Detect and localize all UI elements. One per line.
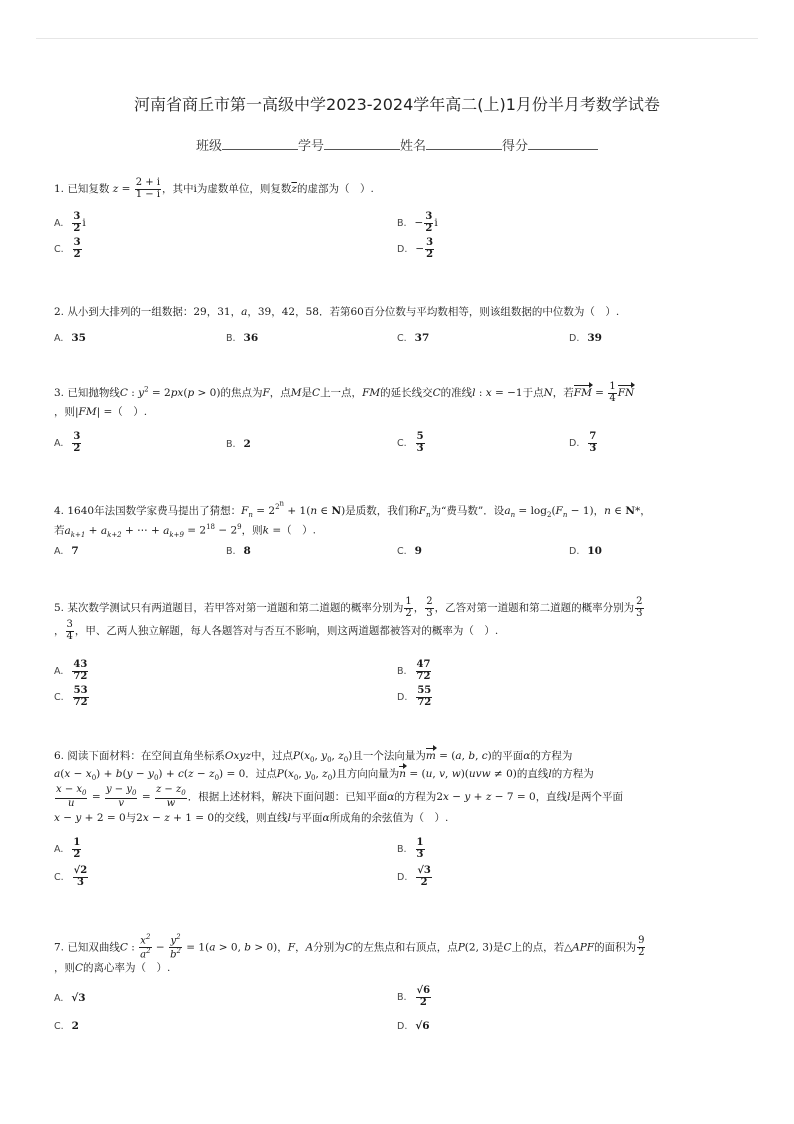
q2-option-c[interactable]: C. 37 bbox=[397, 332, 430, 344]
q6-option-d[interactable]: D. $\frac{√3}{2}$ bbox=[397, 865, 431, 888]
q4-option-a[interactable]: A. 7 bbox=[54, 545, 79, 557]
question-4: 4. 1640年法国数学家费马提出了猜想：$F_n = 2^{2^n} + 1(n$ ∈ N)是质数，我们称$F_n$为“费马数”．设$a_n = \log_2(F_n - 1)$，n ∈ N*， 若$a_{k+1} + a_{k+2}$ + ⋯ + $a_{k+9} = 2^{18} - 2^9$，则k =（ ）. bbox=[54, 500, 651, 539]
class-label: 班级 bbox=[195, 139, 222, 154]
question-7: 7. 已知双曲线C : $\frac{x^2}{a^2}$ − $\frac{y^2}{b^2}$ = 1(a > 0, b > 0)，F，A分别为C的左焦点和右顶点，点P(2, 3)是C上的点，若△APF的面积为 $\frac{9}{2}$ ，则C的离心率为（ ）. bbox=[54, 933, 645, 974]
q1-option-b[interactable]: B. − $\frac{3}{2}$ i bbox=[397, 211, 438, 234]
score-blank[interactable] bbox=[528, 137, 598, 150]
q6-option-c[interactable]: C. $\frac{√2}{3}$ bbox=[54, 865, 88, 888]
question-5: 5. 某次数学测试只有两道题目，若甲答对第一道题和第二道题的概率分别为 $\frac{1}{2}$ ， $\frac{2}{3}$ ，乙答对第一道题和第二道题的概率分别为 $\frac{2}{3}$ ， $\frac{3}{4}$ ，甲、乙两人独立解题，每人各题答对与否互不影响，则这两道题都被答对的概率为（ ）. bbox=[54, 596, 643, 642]
q5-option-a[interactable]: A. $\frac{43}{72}$ bbox=[54, 659, 88, 682]
q7-option-a[interactable]: A. √3 bbox=[54, 992, 86, 1004]
q2-option-a[interactable]: A. 35 bbox=[54, 332, 86, 344]
q4-option-b[interactable]: B. 8 bbox=[226, 545, 251, 557]
q3-option-c[interactable]: C. $\frac{5}{3}$ bbox=[397, 431, 424, 454]
score-label: 得分 bbox=[502, 139, 529, 154]
q5-option-d[interactable]: D. $\frac{55}{72}$ bbox=[397, 685, 432, 708]
q2-option-b[interactable]: B. 36 bbox=[226, 332, 259, 344]
question-2 bbox=[54, 306, 619, 320]
question-6: 6. 阅读下面材料：在空间直角坐标系Oxyz中，过点$P(x_0$, $y_0$, $z_0$)且一个法向量为m = (a, b, c)的平面α的方程为 $a(x - x_0) + b(y - y_0) + c(z - z_0) = 0$．过点$P(x_0$, $y_0$, $z_0$)且方向向量为n = (u, v, w)(uvw ≠ 0)的直线l的方程为 $\frac{x - x_0}{u}$ = $\frac{y - y_0}{v}$ = $\frac{z - z_0}{w}$ ．根据上述材料，解决下面问题：已知平面α的方程为2x − y + z − 7 = 0，直线l是两个平面 x − y + 2 = 0与2x − z + 1 = 0的交线，则直线l与平面α所成角的余弦值为（ ）. bbox=[54, 750, 624, 825]
question-3: 3. 已知抛物线C : $y^2 = 2px(p > 0)$的焦点为F，点M是C上一点，FM的延长线交C的准线l : x = −1于点N，若FM = $\frac{1}{4}$ FN ，则|FM| =（ ）. bbox=[54, 381, 635, 418]
question-3-stem: 3. 已知抛物线C : $y^2 = 2px(p > 0)$的焦点为F，点M是C上一点，FM的延长线交C的准线l : x = −1于点N，若FM = $\frac{1}{4}$ FN bbox=[54, 381, 635, 404]
question-1 bbox=[54, 178, 374, 200]
q4-option-c[interactable]: C. 9 bbox=[397, 545, 422, 557]
id-blank[interactable] bbox=[324, 137, 400, 150]
q3-option-b[interactable]: B. 2 bbox=[226, 438, 251, 450]
top-rule bbox=[36, 38, 758, 39]
q1-option-d[interactable]: D. − $\frac{3}{2}$ bbox=[397, 237, 434, 260]
q6-option-b[interactable]: B. $\frac{1}{3}$ bbox=[397, 837, 424, 860]
class-blank[interactable] bbox=[222, 137, 298, 150]
q6-option-a[interactable]: A. $\frac{1}{2}$ bbox=[54, 837, 81, 860]
name-label: 姓名 bbox=[400, 139, 427, 154]
q5-option-c[interactable]: C. $\frac{53}{72}$ bbox=[54, 685, 88, 708]
page-title: 河南省商丘市第一高级中学2023-2024学年高二(上)1月份半月考数学试卷 bbox=[134, 95, 660, 114]
q4-option-d[interactable]: D. 10 bbox=[569, 545, 602, 557]
question-6-stem: 6. 阅读下面材料：在空间直角坐标系Oxyz中，过点$P(x_0$, $y_0$, $z_0$)且一个法向量为m = (a, b, c)的平面α的方程为 bbox=[54, 750, 573, 765]
q7-option-b[interactable]: B. $\frac{√6}{2}$ bbox=[397, 985, 431, 1008]
q5-option-b[interactable]: B. $\frac{47}{72}$ bbox=[397, 659, 431, 682]
student-info-line bbox=[0, 135, 794, 154]
question-number: 1. bbox=[54, 183, 65, 195]
q7-option-d[interactable]: D. √6 bbox=[397, 1020, 430, 1032]
q1-option-a[interactable]: A. $\frac{3}{2}$ i bbox=[54, 211, 86, 234]
name-blank[interactable] bbox=[426, 137, 502, 150]
q3-option-d[interactable]: D. $\frac{7}{3}$ bbox=[569, 431, 597, 454]
question-7-stem: 7. 已知双曲线C : $\frac{x^2}{a^2}$ − $\frac{y^2}{b^2}$ = 1(a > 0, b > 0)，F，A分别为C的左焦点和右顶点，点P(2, 3)是C上的点，若△APF的面积为 $\frac{9}{2}$ bbox=[54, 933, 645, 961]
q7-option-c[interactable]: C. 2 bbox=[54, 1020, 79, 1032]
q3-option-a[interactable]: A. $\frac{3}{2}$ bbox=[54, 431, 81, 454]
q2-option-d[interactable]: D. 39 bbox=[569, 332, 602, 344]
question-5-stem: 5. 某次数学测试只有两道题目，若甲答对第一道题和第二道题的概率分别为 $\frac{1}{2}$ ， $\frac{2}{3}$ ，乙答对第一道题和第二道题的概率分别为 $\frac{2}{3}$ bbox=[54, 596, 643, 619]
question-2-stem: 2. 从小到大排列的一组数据：29，31，a，39，42，58．若第60百分位数与平均数相等，则该组数据的中位数为（ ）. bbox=[54, 306, 620, 318]
question-1-stem: 1. 已知复数 z = $\frac{2 + i}{1 - i}$ ，其中i为虚数单位，则复数$\overline{z}$的虚部为（ ）. bbox=[54, 177, 374, 200]
q1-option-c[interactable]: C. $\frac{3}{2}$ bbox=[54, 237, 81, 260]
question-4-stem: 4. 1640年法国数学家费马提出了猜想：$F_n = 2^{2^n} + 1(n$ ∈ N)是质数，我们称$F_n$为“费马数”．设$a_n = \log_2(F_n - 1)$，n ∈ N*， bbox=[54, 500, 651, 519]
id-label: 学号 bbox=[297, 139, 324, 154]
